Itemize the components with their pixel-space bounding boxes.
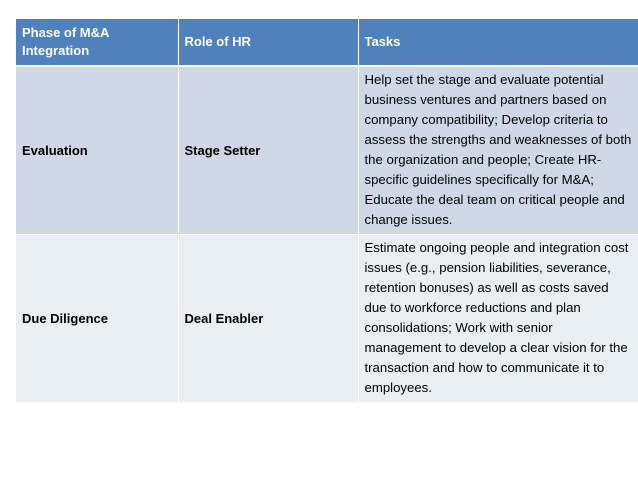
phase-cell: Evaluation (16, 66, 178, 235)
table-row (16, 66, 638, 235)
table-body (16, 66, 638, 403)
header-tasks: Tasks (358, 19, 638, 66)
table-header (16, 19, 638, 66)
role-cell: Deal Enabler (178, 235, 358, 403)
table-row (16, 235, 638, 403)
header-row (16, 19, 638, 66)
header-phase: Phase of M&A Integration (16, 19, 178, 66)
phase-cell: Due Diligence (16, 235, 178, 403)
header-role: Role of HR (178, 19, 358, 66)
tasks-cell: Estimate ongoing people and integration cost issues (e.g., pension liabilities, severance, retention bonuses) as well as costs saved due to workforce reductions and plan consolidations; Work with senior management to develop a clear vision for the transaction and how to communicate it to employees. (358, 235, 638, 403)
role-cell: Stage Setter (178, 66, 358, 235)
hr-integration-table (16, 19, 638, 403)
tasks-cell: Help set the stage and evaluate potential business ventures and partners based on company compatibility; Develop criteria to assess the strengths and weaknesses of both the organization and people; Create HR-specific guidelines specifically for M&A; Educate the deal team on critical people and change issues. (358, 66, 638, 235)
